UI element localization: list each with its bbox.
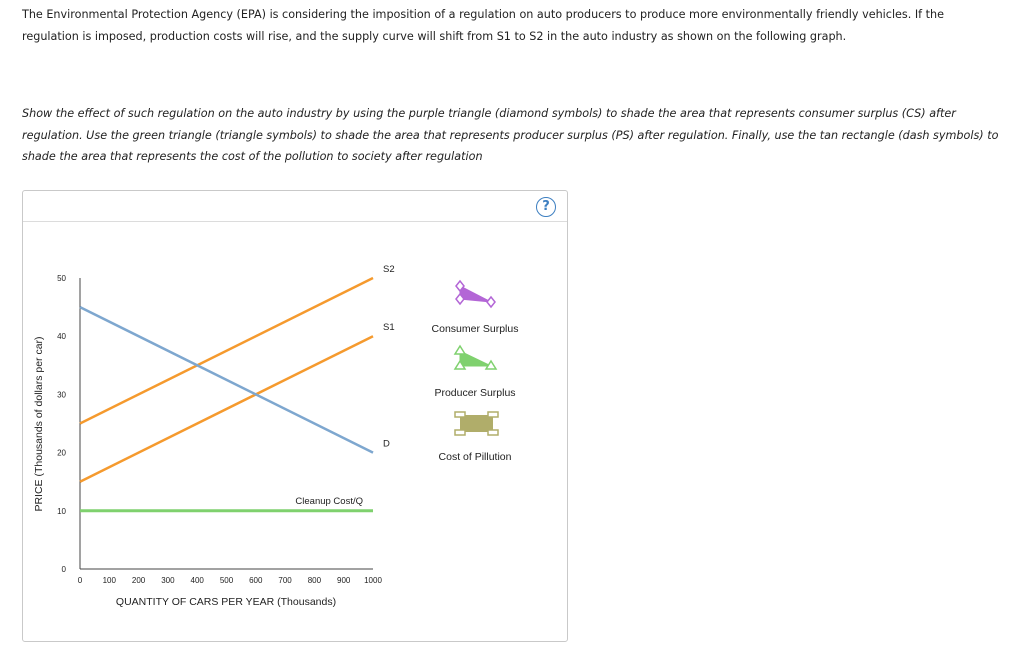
producer-surplus-tool[interactable] [455, 346, 496, 369]
question-paragraph-1: The Environmental Protection Agency (EPA) is considering the imposition of a regulation on auto producers to produce more environmentally friendly vehicles. If the regulation is imposed, production costs will rise, and the supply curve will shift from S1 to S2 in the auto industry as shown on the following graph. [22, 8, 945, 43]
s1-line[interactable] [80, 336, 373, 482]
y-axis-label: PRICE (Thousands of dollars per car) [33, 336, 45, 512]
x-tick-label: 200 [131, 576, 146, 585]
consumer-surplus-label: Consumer Surplus [431, 323, 519, 335]
pollution-cost-dash-marker [488, 430, 498, 435]
y-tick-label: 40 [57, 332, 66, 342]
producer-surplus-label: Producer Surplus [434, 387, 516, 399]
help-icon[interactable]: ? [536, 197, 556, 217]
x-tick-label: 400 [190, 576, 204, 585]
pollution-cost-label: Cost of Pillution [438, 451, 512, 463]
s2-line[interactable] [80, 278, 373, 424]
x-tick-label: 600 [249, 576, 263, 585]
x-tick-label: 1000 [364, 576, 382, 585]
s1-label: S1 [383, 322, 395, 334]
x-tick-label: 900 [337, 576, 351, 585]
x-tick-label: 700 [278, 576, 292, 585]
x-tick-label: 500 [219, 576, 234, 585]
d-label: D [383, 438, 390, 450]
pollution-cost-dash-marker [455, 430, 465, 435]
s2-label: S2 [383, 264, 395, 275]
x-tick-label: 800 [307, 576, 322, 585]
cleanup-cost-q-label: Cleanup Cost/Q [295, 495, 363, 507]
graph-area[interactable] [23, 191, 567, 641]
question-paragraph-2: Show the effect of such regulation on the auto industry by using the purple triangle (diamond symbols) to shade the area that represents consumer surplus (CS) after regulation. Use the green triangle (triangle symbols) to shade the area that represents producer surplus (PS) after regulation. Finally, use the tan rectangle (dash symbols) to shade the area that represents the cost of the pollution to society after regulation [22, 107, 999, 163]
y-tick-label: 20 [57, 448, 66, 458]
x-tick-label: 0 [77, 576, 83, 585]
y-tick-label: 10 [57, 506, 66, 516]
pollution-cost-tool[interactable] [455, 412, 498, 435]
d-line[interactable] [80, 307, 373, 453]
pollution-cost-dash-marker [488, 412, 498, 417]
consumer-surplus-tool[interactable] [456, 281, 495, 307]
y-tick-label: 50 [57, 274, 66, 283]
x-tick-label: 100 [102, 576, 116, 585]
x-tick-label: 300 [161, 576, 175, 585]
y-tick-label: 30 [57, 390, 66, 400]
consumer-surplus-diamond-marker [487, 297, 495, 307]
y-tick-label: 0 [61, 565, 66, 574]
x-axis-label: QUANTITY OF CARS PER YEAR (Thousands) [115, 596, 337, 608]
graph-panel [22, 190, 568, 642]
consumer-surplus-triangle [460, 286, 491, 302]
producer-surplus-triangle-marker [455, 346, 465, 354]
pollution-cost-dash-marker [455, 412, 465, 417]
